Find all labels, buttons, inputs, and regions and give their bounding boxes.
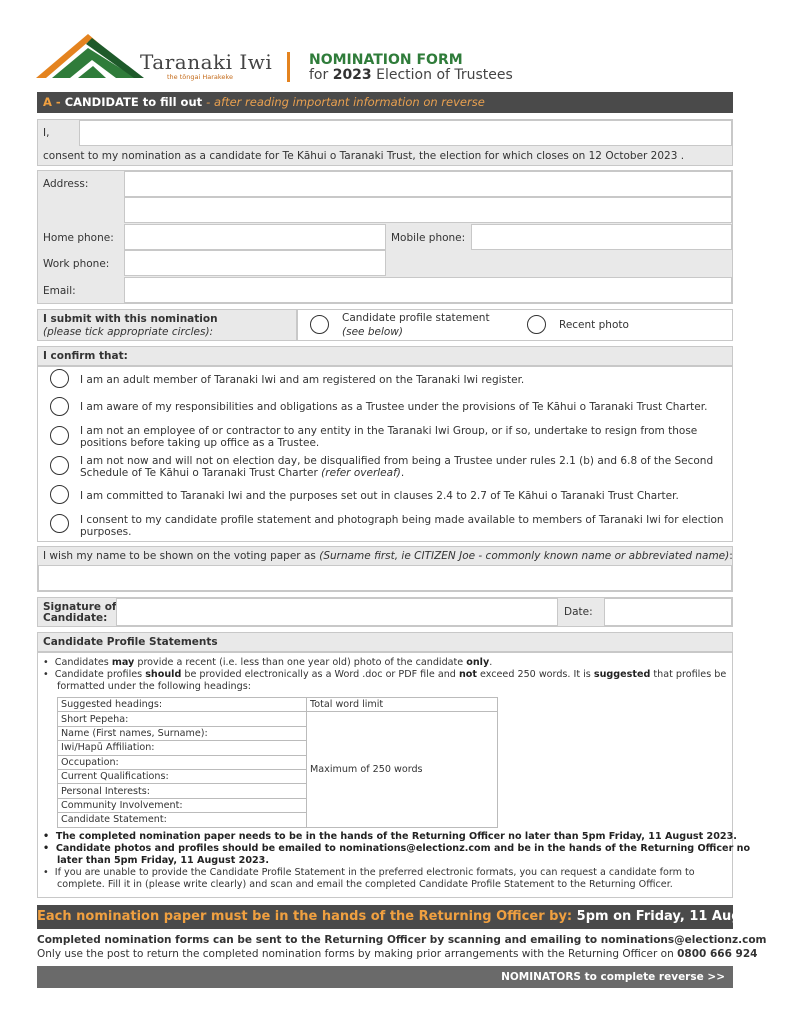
header-divider bbox=[287, 52, 290, 82]
confirm-item-4-line2: Schedule of Te Kāhui o Taranaki Trust Charter (refer overleaf). bbox=[80, 467, 405, 479]
i-label: I, bbox=[43, 127, 50, 139]
recent-photo-checkbox[interactable] bbox=[527, 315, 546, 334]
confirm-item-4-line2-text: Schedule of Te Kāhui o Taranaki Trust Charter bbox=[80, 467, 318, 479]
confirm-item-1: I am an adult member of Taranaki Iwi and am registered on the Taranaki Iwi register. bbox=[80, 374, 525, 386]
confirm-checkbox-5[interactable] bbox=[50, 485, 69, 504]
subtitle-suffix: Election of Trustees bbox=[376, 67, 513, 83]
send-instructions: Completed nomination forms can be sent to the Returning Officer by scanning and emailing to nominations@electionz.com bbox=[37, 934, 767, 946]
confirm-item-5: I am committed to Taranaki Iwi and the purposes set out in clauses 2.4 to 2.7 of Te Kāhui o Taranaki Trust Charter. bbox=[80, 490, 679, 502]
section-a-title: CANDIDATE to fill out bbox=[64, 95, 203, 109]
b2-b: should bbox=[145, 669, 182, 680]
section-a-bar bbox=[37, 92, 733, 113]
table-row: Iwi/Hapū Affiliation: bbox=[58, 741, 307, 755]
b1-d: only bbox=[466, 657, 490, 668]
voting-name-label bbox=[43, 550, 733, 562]
submit-label: I submit with this nomination bbox=[43, 313, 218, 325]
email-label: Email: bbox=[43, 285, 76, 297]
signature-field[interactable] bbox=[116, 598, 558, 626]
confirm-item-4-line1: I am not now and will not on election day, be disqualified from being a Trustee under rules 2.1 (b) and 6.8 of the Second bbox=[80, 455, 714, 467]
confirm-item-6-line1: I consent to my candidate profile statement and photograph being made available to members of Taranaki Iwi for election bbox=[80, 514, 724, 526]
b1-b: may bbox=[111, 657, 135, 668]
address-label: Address: bbox=[43, 178, 89, 190]
subtitle-year: 2023 bbox=[332, 67, 372, 83]
confirm-checkbox-2[interactable] bbox=[50, 397, 69, 416]
b1-e: . bbox=[489, 657, 493, 668]
form-title: NOMINATION FORM bbox=[309, 52, 463, 68]
b4-line1: Candidate photos and profiles should be emailed to nominations@electionz.com and be in the hands of the Returning Officer no bbox=[55, 843, 751, 854]
email-field[interactable] bbox=[124, 277, 732, 303]
date-field[interactable] bbox=[604, 598, 732, 626]
confirm-item-4-refer: (refer overleaf) bbox=[321, 467, 401, 479]
voting-name-colon: : bbox=[729, 550, 733, 562]
address-field-line1[interactable] bbox=[124, 171, 732, 197]
confirm-item-2: I am aware of my responsibilities and obligations as a Trustee under the provisions of Te Kāhui o Taranaki Trust Charter. bbox=[80, 401, 708, 413]
mobile-phone-label: Mobile phone: bbox=[391, 232, 466, 244]
option-profile-label: Candidate profile statement bbox=[342, 312, 490, 324]
mobile-phone-field[interactable] bbox=[471, 224, 732, 250]
profile-heading: Candidate Profile Statements bbox=[43, 636, 218, 648]
confirm-heading-bar bbox=[37, 346, 733, 366]
option-photo-label: Recent photo bbox=[559, 319, 629, 331]
profile-bullet-5: • If you are unable to provide the Candidate Profile Statement in the preferred electronic formats, you can request a candidate form to bbox=[43, 867, 695, 878]
table-row: Candidate Statement: bbox=[58, 813, 307, 827]
confirm-item-6-line2: purposes. bbox=[80, 526, 132, 538]
submit-note: (please tick appropriate circles): bbox=[43, 326, 214, 338]
home-phone-field[interactable] bbox=[124, 224, 386, 250]
b2-d: not bbox=[458, 669, 477, 680]
b1-c: provide a recent (i.e. less than one year old) photo of the candidate bbox=[134, 657, 467, 668]
table-row: Community Involvement: bbox=[58, 798, 307, 812]
table-row: Name (First names, Surname): bbox=[58, 726, 307, 740]
address-field-line2[interactable] bbox=[124, 197, 732, 223]
confirm-checkbox-6[interactable] bbox=[50, 514, 69, 533]
profile-bullet-3: • The completed nomination paper needs to be in the hands of the Returning Officer no later than 5pm Friday, 11 August 2023. bbox=[43, 831, 737, 842]
deadline-value: 5pm on Friday, 11 August 2023 bbox=[576, 909, 804, 924]
table-row: Current Qualifications: bbox=[58, 769, 307, 783]
profile-bullet-2: • Candidate profiles should be provided electronically as a Word .doc or PDF file and not exceed 250 words. It is suggested that profiles be bbox=[43, 669, 727, 680]
profile-bullet-4: • Candidate photos and profiles should be emailed to nominations@electionz.com and be in the hands of the Returning Officer no bbox=[43, 843, 751, 854]
b3-text: The completed nomination paper needs to be in the hands of the Returning Officer no later than 5pm Friday, 11 August 2023. bbox=[55, 831, 737, 842]
logo-tagline: the tōngai Harakeke bbox=[167, 73, 233, 81]
section-a-prefix: A - bbox=[43, 95, 61, 109]
profile-bullet-4-line2: later than 5pm Friday, 11 August 2023. bbox=[57, 855, 269, 866]
profile-statement-checkbox[interactable] bbox=[310, 315, 329, 334]
section-a-note: - after reading important information on reverse bbox=[206, 95, 485, 109]
confirm-item-3-line2: positions before taking up office as a Trustee. bbox=[80, 437, 320, 449]
suggested-headings-table bbox=[57, 697, 498, 828]
confirm-checkbox-1[interactable] bbox=[50, 369, 69, 388]
voting-name-label-text: I wish my name to be shown on the voting paper as bbox=[43, 550, 316, 562]
voting-name-field[interactable] bbox=[38, 565, 732, 591]
deadline-bar bbox=[37, 905, 804, 929]
table-row: Short Pepeha: bbox=[58, 712, 307, 726]
nominators-reverse-bar: NOMINATORS to complete reverse >> bbox=[37, 966, 733, 988]
table-head-right: Total word limit bbox=[307, 698, 498, 712]
confirm-checkbox-3[interactable] bbox=[50, 426, 69, 445]
deadline-label: Each nomination paper must be in the hands of the Returning Officer by: bbox=[37, 909, 573, 924]
table-head-left: Suggested headings: bbox=[58, 698, 307, 712]
confirm-heading: I confirm that: bbox=[43, 350, 128, 362]
b2-c: be provided electronically as a Word .doc or PDF file and bbox=[181, 669, 459, 680]
post-line-phone: 0800 666 924 bbox=[677, 948, 758, 960]
table-right-value: Maximum of 250 words bbox=[307, 712, 498, 827]
signature-label-line2: Candidate: bbox=[43, 612, 108, 624]
b2-e: exceed 250 words. It is bbox=[476, 669, 594, 680]
table-row: Occupation: bbox=[58, 755, 307, 769]
profile-bullet-5-line2: complete. Fill it in (please write clearly) and scan and email the completed Candidate Profile Statement to the Returning Officer. bbox=[57, 879, 673, 890]
b1-a: Candidates bbox=[54, 657, 112, 668]
date-label: Date: bbox=[564, 606, 593, 618]
b2-g: that profiles be bbox=[650, 669, 727, 680]
home-phone-label: Home phone: bbox=[43, 232, 114, 244]
work-phone-field[interactable] bbox=[124, 250, 386, 276]
profile-bullet-1: • Candidates may provide a recent (i.e. less than one year old) photo of the candidate only. bbox=[43, 657, 493, 668]
voting-name-note: (Surname first, ie CITIZEN Joe - commonly known name or abbreviated name) bbox=[319, 550, 730, 562]
profile-bullet-2-line2: formatted under the following headings: bbox=[57, 681, 251, 692]
b2-f: suggested bbox=[593, 669, 651, 680]
consent-text: consent to my nomination as a candidate for Te Kāhui o Taranaki Trust, the election for which closes on 12 October 2023 . bbox=[43, 150, 685, 162]
post-instructions bbox=[37, 948, 757, 960]
candidate-name-field[interactable] bbox=[79, 120, 732, 146]
work-phone-label: Work phone: bbox=[43, 258, 110, 270]
b2-a: Candidate profiles bbox=[54, 669, 146, 680]
post-line-text: Only use the post to return the completed nomination forms by making prior arrangements with the Returning Officer on bbox=[37, 948, 678, 960]
b5-line1: If you are unable to provide the Candidate Profile Statement in the preferred electronic formats, you can request a candidate form to bbox=[54, 867, 695, 878]
confirm-item-3-line1: I am not an employee of or contractor to any entity in the Taranaki Iwi Group, or if so, undertake to resign from those bbox=[80, 425, 698, 437]
table-row: Personal Interests: bbox=[58, 784, 307, 798]
confirm-checkbox-4[interactable] bbox=[50, 456, 69, 475]
form-subtitle bbox=[309, 67, 513, 83]
logo-name: Taranaki Iwi bbox=[140, 50, 273, 74]
subtitle-prefix: for bbox=[309, 67, 329, 83]
signature-label-line1: Signature of bbox=[43, 601, 117, 613]
option-profile-note: (see below) bbox=[342, 326, 403, 338]
